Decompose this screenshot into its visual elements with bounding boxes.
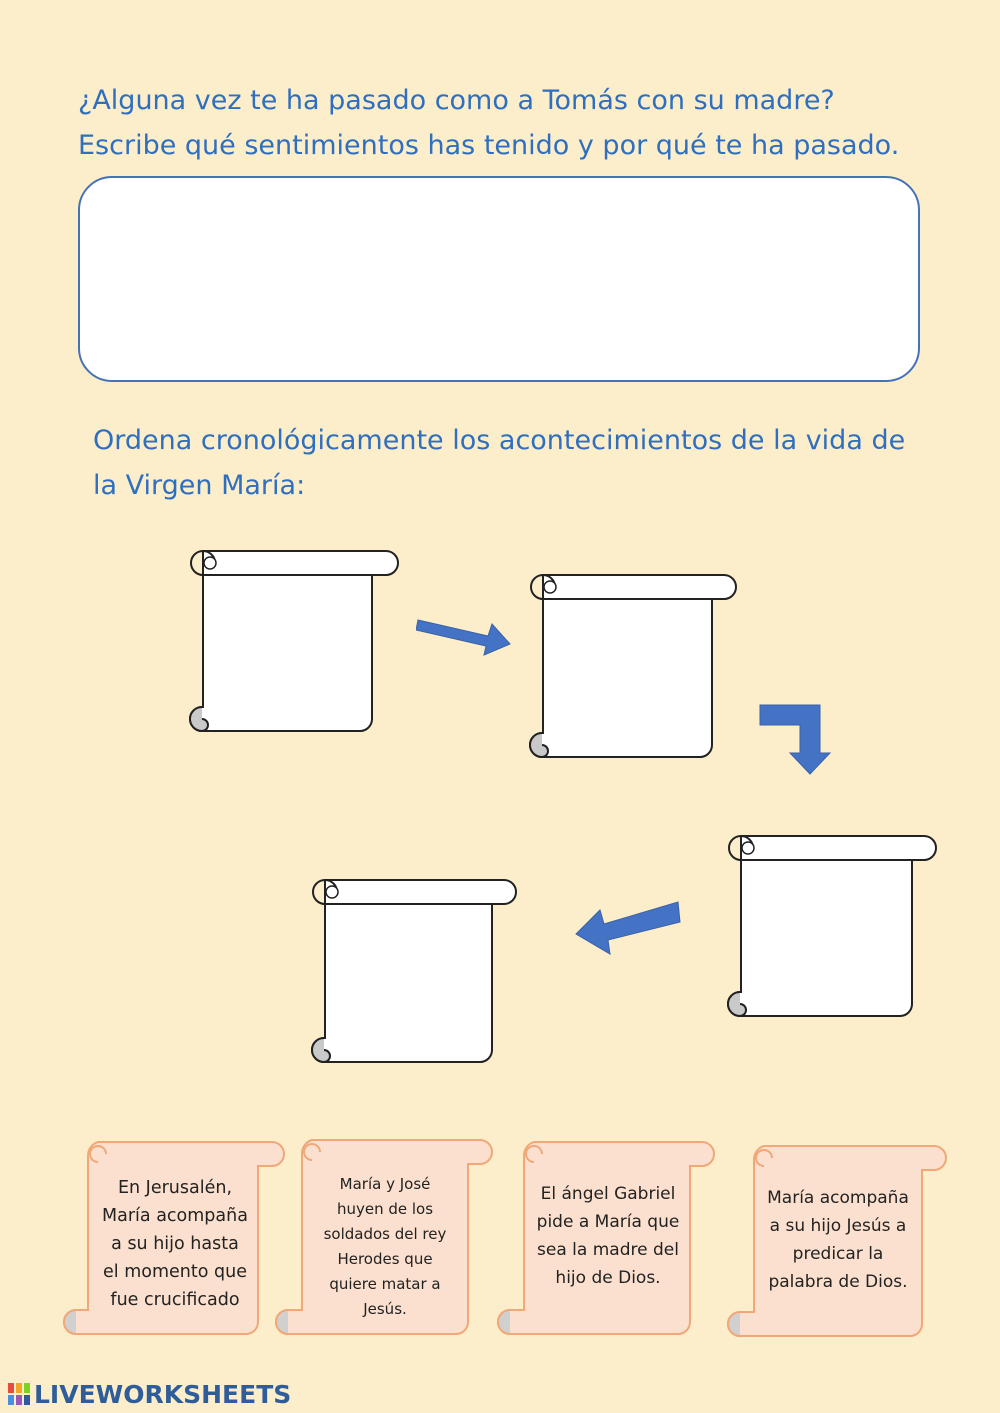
arrow-down-icon [758, 703, 832, 777]
instruction-line-2: la Virgen María: [93, 470, 306, 501]
liveworksheets-logo-icon [8, 1383, 30, 1407]
answer-card-4[interactable] [726, 1142, 950, 1340]
card-line: El ángel Gabriel [540, 1184, 676, 1204]
question-line-2: Escribe qué sentimientos has tenido y por qué te ha pasado. [78, 130, 900, 161]
answer-card-1-text [98, 1174, 252, 1314]
card-line: María y José [339, 1175, 431, 1193]
card-line: María acompaña [102, 1206, 248, 1226]
card-line: En Jerusalén, [117, 1178, 233, 1198]
card-line: a su hijo hasta [111, 1234, 239, 1254]
card-line: sea la madre del [537, 1240, 679, 1260]
drop-slot-1[interactable] [176, 537, 400, 735]
footer-brand [8, 1380, 291, 1409]
card-line: fue crucificado [110, 1290, 240, 1310]
answer-card-2-text [310, 1172, 460, 1322]
drop-slot-4[interactable] [298, 866, 520, 1066]
answer-card-1[interactable] [62, 1138, 286, 1338]
card-line: Herodes que [337, 1250, 433, 1268]
scroll-icon [516, 561, 738, 761]
drop-slot-2[interactable] [516, 561, 738, 761]
answer-card-3-text [530, 1180, 686, 1292]
card-line: pide a María que [536, 1212, 680, 1232]
instruction-text [93, 418, 923, 508]
answer-card-2[interactable] [274, 1136, 496, 1338]
answer-card-4-text [760, 1184, 916, 1296]
instruction-line-1: Ordena cronológicamente los acontecimientos de la vida de [93, 425, 906, 456]
scroll-icon [298, 866, 520, 1066]
arrow-right-icon [416, 600, 516, 660]
question-line-1: ¿Alguna vez te ha pasado como a Tomás con su madre? [78, 85, 835, 116]
card-line: predicar la [792, 1244, 884, 1264]
scroll-icon [714, 822, 938, 1020]
arrow-left-icon [574, 898, 682, 960]
answer-card-3[interactable] [496, 1138, 718, 1338]
card-line: a su hijo Jesús a [769, 1216, 907, 1236]
card-line: Jesús. [363, 1300, 407, 1318]
question-text [78, 78, 916, 168]
card-line: palabra de Dios. [768, 1272, 908, 1292]
card-line: el momento que [103, 1262, 247, 1282]
answer-text-box[interactable] [78, 176, 920, 382]
card-line: huyen de los [336, 1200, 434, 1218]
brand-name: LIVEWORKSHEETS [34, 1380, 292, 1409]
scroll-icon [176, 537, 400, 735]
card-line: quiere matar a [329, 1275, 441, 1293]
card-line: soldados del rey [323, 1225, 447, 1243]
card-line: María acompaña [767, 1188, 909, 1208]
drop-slot-3[interactable] [714, 822, 938, 1020]
card-line: hijo de Dios. [555, 1268, 661, 1288]
